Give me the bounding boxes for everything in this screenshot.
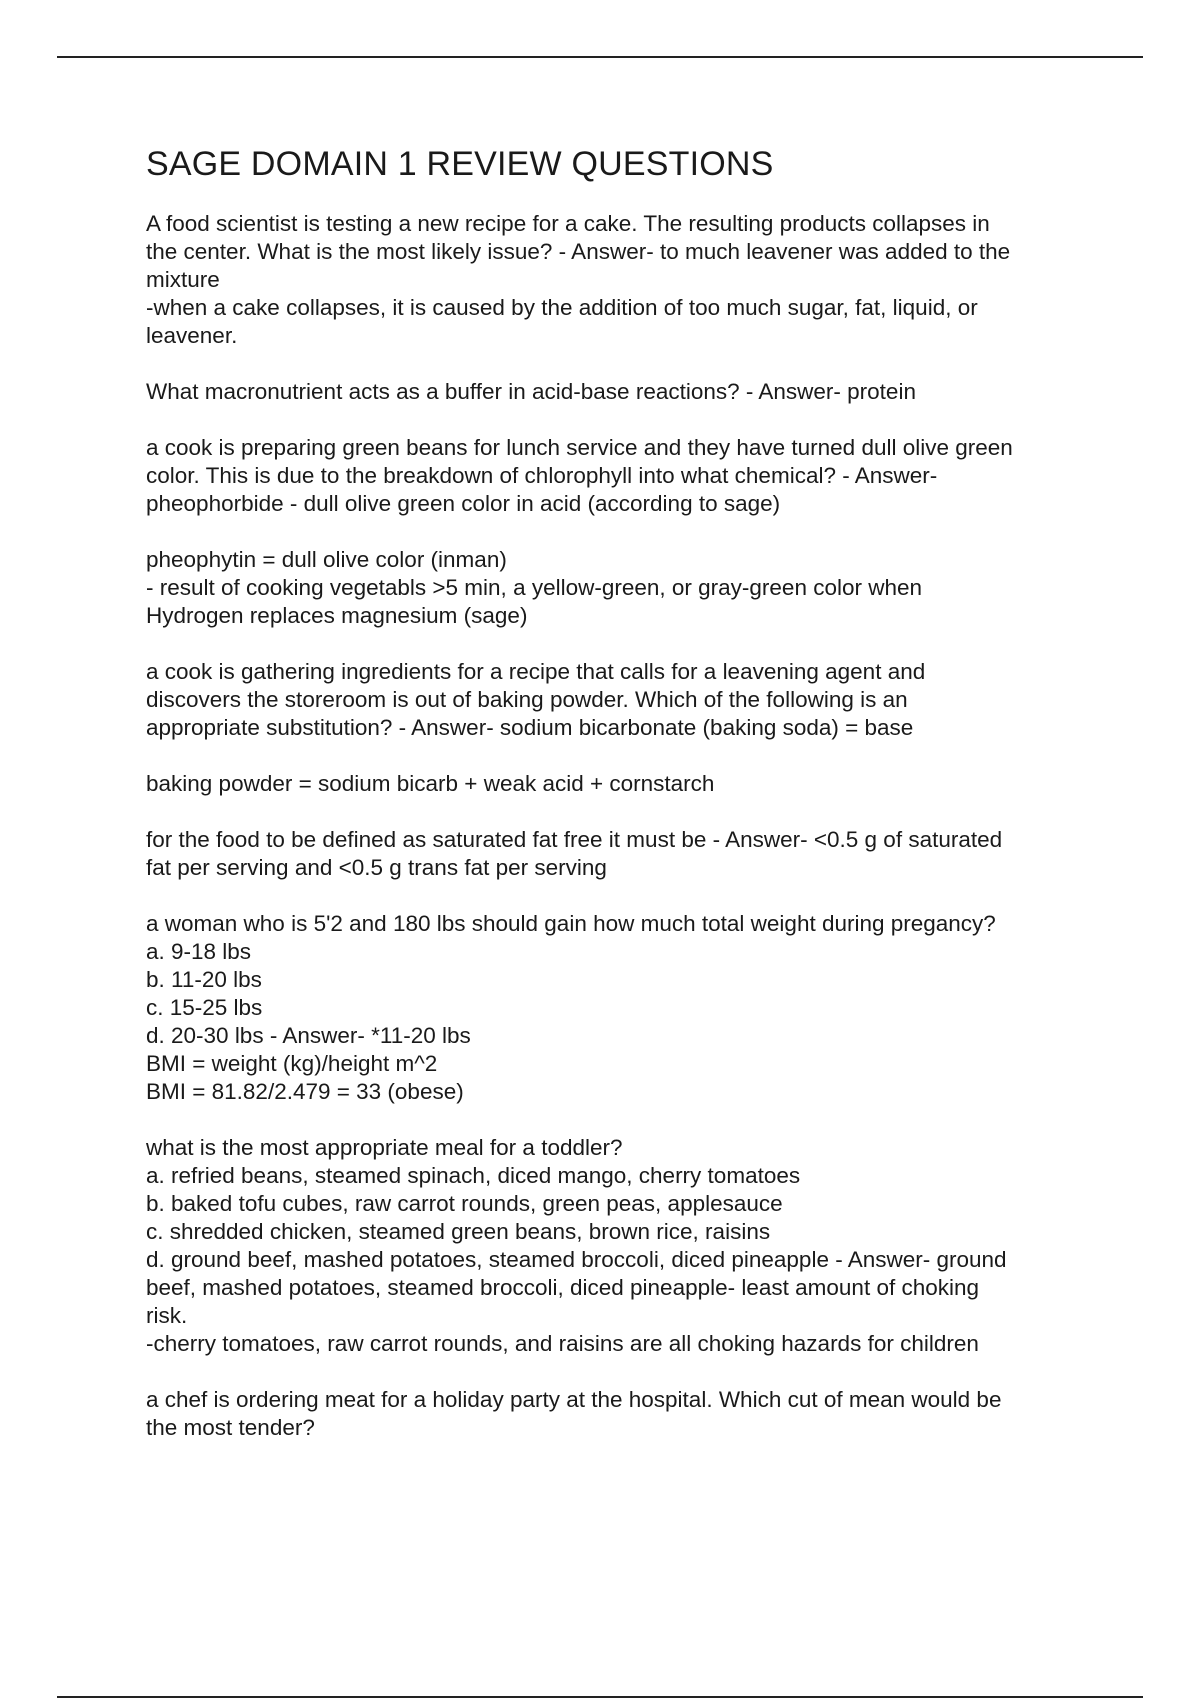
text-line: b. 11-20 lbs <box>146 967 262 992</box>
text-line: the most tender? <box>146 1415 315 1440</box>
text-line: appropriate substitution? - Answer- sodium bicarbonate (baking soda) = base <box>146 715 914 740</box>
qa-block-toddler-meal <box>146 1134 1096 1358</box>
text-line: c. 15-25 lbs <box>146 995 263 1020</box>
text-line: - result of cooking vegetabls >5 min, a yellow-green, or gray-green color when <box>146 575 923 600</box>
text-line: leavener. <box>146 323 238 348</box>
text-line: fat per serving and <0.5 g trans fat per serving <box>146 855 607 880</box>
qa-block-macronutrient-buffer <box>146 378 1096 406</box>
note-block-pheophytin <box>146 546 1096 630</box>
text-line: the center. What is the most likely issue? - Answer- to much leavener was added to the <box>146 239 1011 264</box>
text-line: -cherry tomatoes, raw carrot rounds, and raisins are all choking hazards for children <box>146 1331 979 1356</box>
text-line: beef, mashed potatoes, steamed broccoli, diced pineapple- least amount of choking <box>146 1275 980 1300</box>
text-line: BMI = weight (kg)/height m^2 <box>146 1051 438 1076</box>
text-line: baking powder = sodium bicarb + weak acid + cornstarch <box>146 771 715 796</box>
text-line: risk. <box>146 1303 188 1328</box>
text-line: What macronutrient acts as a buffer in acid-base reactions? - Answer- protein <box>146 379 916 404</box>
text-line: -when a cake collapses, it is caused by the addition of too much sugar, fat, liquid, or <box>146 295 978 320</box>
document-title: SAGE DOMAIN 1 REVIEW QUESTIONS <box>146 145 774 183</box>
text-line: A food scientist is testing a new recipe for a cake. The resulting products collapses in <box>146 211 990 236</box>
text-line: a woman who is 5'2 and 180 lbs should gain how much total weight during pregancy? <box>146 911 996 936</box>
text-line: b. baked tofu cubes, raw carrot rounds, green peas, applesauce <box>146 1191 783 1216</box>
qa-block-green-beans <box>146 434 1096 518</box>
text-line: pheophytin = dull olive color (inman) <box>146 547 507 572</box>
text-line: a. refried beans, steamed spinach, diced mango, cherry tomatoes <box>146 1163 801 1188</box>
qa-block-pregnancy-weight <box>146 910 1096 1106</box>
text-line: a. 9-18 lbs <box>146 939 252 964</box>
note-block-baking-powder <box>146 770 1096 798</box>
top-rule <box>57 56 1143 58</box>
document-body <box>146 140 1096 1470</box>
text-line: d. ground beef, mashed potatoes, steamed broccoli, diced pineapple - Answer- ground <box>146 1247 1007 1272</box>
text-line: BMI = 81.82/2.479 = 33 (obese) <box>146 1079 464 1104</box>
text-line: a cook is preparing green beans for lunch service and they have turned dull olive green <box>146 435 1013 460</box>
qa-block-tender-meat <box>146 1386 1096 1442</box>
text-line: d. 20-30 lbs - Answer- *11-20 lbs <box>146 1023 471 1048</box>
text-line: a cook is gathering ingredients for a recipe that calls for a leavening agent and <box>146 659 926 684</box>
text-line: discovers the storeroom is out of baking powder. Which of the following is an <box>146 687 908 712</box>
qa-block-cake-collapse <box>146 210 1096 350</box>
text-line: for the food to be defined as saturated fat free it must be - Answer- <0.5 g of saturated <box>146 827 1003 852</box>
text-line: pheophorbide - dull olive green color in acid (according to sage) <box>146 491 781 516</box>
text-line: c. shredded chicken, steamed green beans, brown rice, raisins <box>146 1219 771 1244</box>
text-line: mixture <box>146 267 220 292</box>
text-line: color. This is due to the breakdown of chlorophyll into what chemical? - Answer- <box>146 463 938 488</box>
bottom-rule <box>57 1696 1143 1698</box>
text-line: a chef is ordering meat for a holiday party at the hospital. Which cut of mean would be <box>146 1387 1002 1412</box>
qa-block-saturated-fat-free <box>146 826 1096 882</box>
qa-block-baking-powder-substitute <box>146 658 1096 742</box>
text-line: Hydrogen replaces magnesium (sage) <box>146 603 528 628</box>
text-line: what is the most appropriate meal for a toddler? <box>146 1135 623 1160</box>
